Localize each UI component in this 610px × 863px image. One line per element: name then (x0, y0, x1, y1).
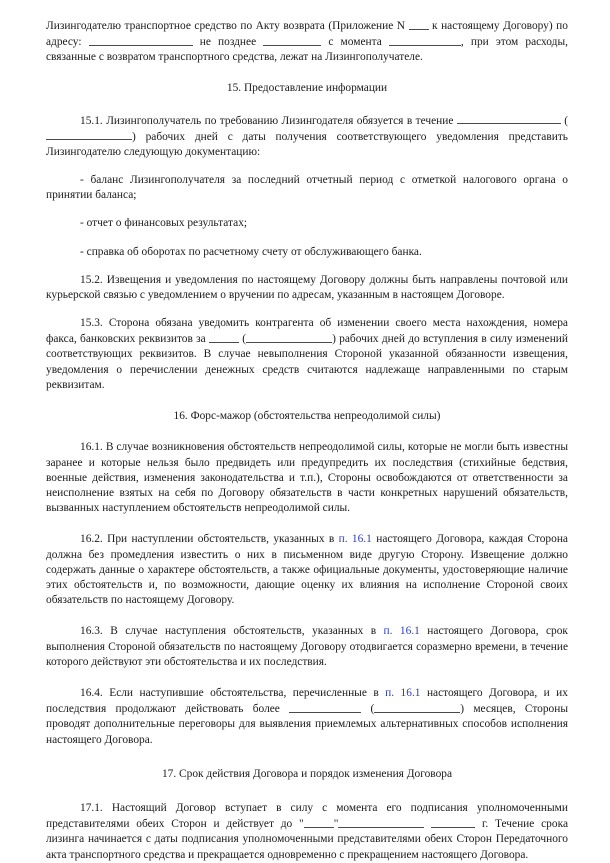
clause-15-3-text-c: ) рабочих дней до вступления в силу изменений соответствующих реквизитов. В случае невыполнения Стороной указанной обязанности извещения, уведомления о перечислении денежных средств считаются надлежаще направленными по старым реквизитам. (46, 333, 568, 391)
blank-appendix-number[interactable] (409, 18, 429, 30)
document-body (46, 18, 568, 863)
link-clause-16-1-ref[interactable]: п. 16.1 (385, 687, 421, 700)
clause-16-4-text-b: настоящего Договора, и их последствия продолжают действовать более (46, 687, 568, 716)
clause-16-3-number: 16.3. (80, 625, 103, 638)
carryover-line2-text-c: с момента (328, 35, 382, 48)
clause-16-1-text: В случае возникновения обстоятельств непреодолимой силы, которые не могли быть известны заранее и которые нельзя было предвидеть или предупредить их последствия (стихийные бедствия, военные действия, изменения законодательства и т.п.), Стороны освобождаются от ответственности за неисполнение взятых на себя по Договору обязательств в части конкретных нарушений обязательств, вызванных наступлением обстоятельств непреодолимой силы. (46, 441, 568, 515)
clause-17-1-text-a: Настоящий Договор вступает в силу с момента его подписания уполномоченными представителями обеих Сторон и действует до " (46, 802, 568, 831)
spacer (46, 65, 568, 81)
clause-15-2-number: 15.2. (80, 273, 103, 286)
blank-15-1-days-digits[interactable] (457, 113, 561, 125)
clause-16-2 (46, 532, 568, 608)
spacer (46, 97, 568, 113)
carryover-line2-text-d: , при этом (460, 35, 519, 48)
heading-section-15: 15. Предоставление информации (226, 82, 388, 95)
heading-section-17: 17. Срок действия Договора и порядок изменения Договора (161, 767, 453, 780)
spacer (46, 260, 568, 273)
blank-17-1-day[interactable] (304, 816, 334, 828)
paragraph-carryover (46, 18, 568, 65)
spacer (46, 232, 568, 245)
clause-17-1-text-b: " (333, 818, 339, 831)
blank-17-1-month[interactable] (338, 816, 424, 828)
spacer (46, 160, 568, 173)
link-clause-16-1-ref[interactable]: п. 16.1 (338, 533, 372, 546)
clause-17-1-text-c: г. Течение срока лизинга начинается с даты подписания уполномоченными представителями обеих Сторон Передаточного акта транспортного средства и прекращается одновременно с прекращением настоящего Договора. (46, 818, 568, 861)
list-item-financial-results: - отчет о финансовых результатах; (80, 217, 248, 230)
blank-16-4-months-words[interactable] (374, 701, 460, 713)
spacer (46, 203, 568, 216)
clause-16-3 (46, 624, 568, 670)
clause-16-4-number: 16.4. (80, 687, 103, 700)
clause-16-4-text-c: ( (370, 703, 375, 716)
heading-section-16: 16. Форс-мажор (обстоятельства непреодолимой силы) (173, 410, 441, 423)
clause-16-3-text-a: В случае наступления обстоятельств, указанных в (110, 625, 377, 638)
spacer (46, 393, 568, 409)
clause-17-1-number: 17.1. (80, 802, 103, 815)
clause-15-1-number: 15.1. (80, 114, 103, 127)
clause-15-3-number: 15.3. (80, 317, 103, 330)
blank-return-moment[interactable] (389, 34, 461, 46)
spacer (46, 424, 568, 440)
clause-15-3 (46, 316, 568, 393)
clause-16-4-text-d: ) месяцев, Стороны проводят дополнительные переговоры для выявления приемлемых альтернативных способов исполнения настоящего Договора. (46, 703, 568, 746)
clause-15-1-text-a: Лизингополучатель по требованию Лизингодателя обязуется в течение (106, 114, 454, 127)
clause-15-3-text-a: Сторона обязана уведомить контрагента об изменении своего места нахождения, номера факса, банковских реквизитов за (46, 317, 568, 346)
spacer (46, 608, 568, 624)
spacer (46, 782, 568, 801)
clause-16-1 (46, 440, 568, 516)
carryover-line2-text-a: Договору) по адресу: (46, 19, 568, 48)
carryover-line1-text-a: Лизингодателю транспортное средство по Акту возврата (Приложение N (46, 19, 406, 32)
spacer (46, 516, 568, 532)
spacer (46, 670, 568, 686)
blank-15-3-days-digits[interactable] (209, 331, 239, 343)
clause-15-2 (46, 273, 568, 303)
clause-16-2-number: 16.2. (80, 533, 103, 546)
blank-15-3-days-words[interactable] (246, 331, 332, 343)
clause-16-4-text-a: Если наступившие обстоятельства, перечисленные в (109, 687, 379, 700)
clause-15-1 (46, 113, 568, 160)
clause-16-2-text-a: При наступлении обстоятельств, указанных в (107, 533, 335, 546)
clause-15-1-text-b: ( (564, 114, 568, 127)
blank-17-1-year[interactable] (431, 816, 475, 828)
carryover-line1-text-b: к настоящему (432, 19, 500, 32)
blank-15-1-days-words[interactable] (46, 129, 132, 141)
blank-16-4-months-digits[interactable] (289, 701, 361, 713)
clause-16-1-number: 16.1. (80, 441, 103, 454)
clause-16-3-text-b: настоящего Договора, срок выполнения Стороной обязательств по настоящему Договору отодвигается соразмерно времени, в течение которого действуют эти обстоятельства и их последствия. (46, 625, 568, 668)
carryover-line2-text-b: не позднее (199, 35, 257, 48)
clause-16-2-text-b: настоящего Договора, каждая Сторона должна без промедления известить о них в письменном виде другую Сторону. Извещение должно содержать данные о характере обстоятельств, а также официальные документы, удостоверяющие наличие этих обстоятельств и, по возможности, дающие оценку их влияния на исполнение Стороной своих обязательств по настоящему Договору. (46, 533, 568, 607)
link-clause-16-1-ref[interactable]: п. 16.1 (383, 625, 420, 638)
clause-16-4 (46, 686, 568, 748)
carryover-line3: расходы, связанные с возвратом транспортного средства, лежат на Лизингополучателе. (46, 35, 568, 64)
spacer (46, 303, 568, 316)
clause-15-1-text-c: ) рабочих дней с даты получения соответствующего уведомления представить Лизингодателю следующую документацию: (46, 130, 568, 158)
clause-17-1 (46, 801, 568, 863)
list-item-bank-turnover: - справка об оборотах по расчетному счету от обслуживающего банка. (80, 245, 422, 258)
blank-return-address[interactable] (89, 34, 193, 46)
spacer (46, 748, 568, 767)
list-item-balance: - баланс Лизингополучателя за последний отчетный период с отметкой налогового органа о принятии баланса; (46, 173, 568, 202)
clause-15-3-text-b: ( (242, 333, 247, 346)
blank-return-deadline[interactable] (263, 34, 321, 46)
clause-15-2-text: Извещения и уведомления по настоящему Договору должны быть направлены почтовой или курьерской связью с уведомлением о вручении по адресам, указанным в настоящем Договоре. (46, 273, 568, 301)
